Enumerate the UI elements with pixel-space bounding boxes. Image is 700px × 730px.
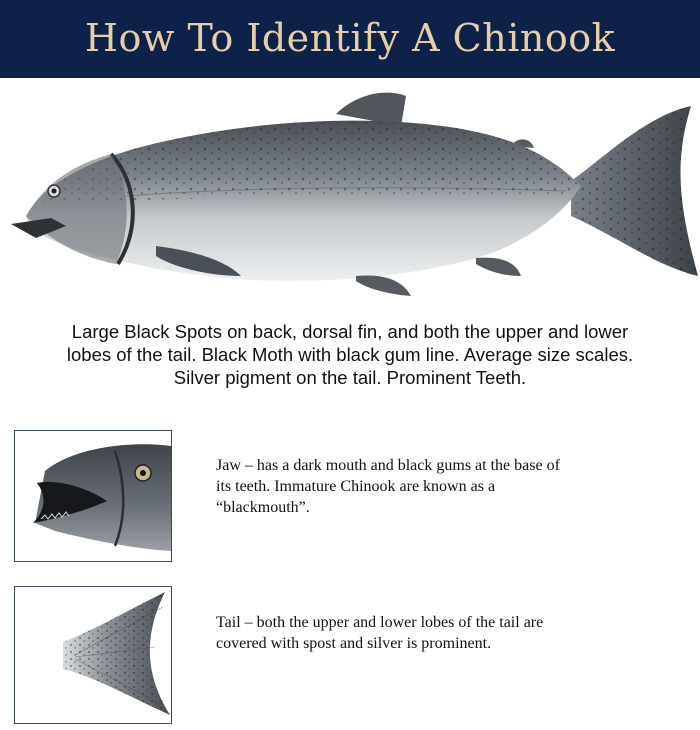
- description-line: Silver pigment on the tail. Prominent Teeth.: [173, 367, 527, 388]
- header-banner: [0, 0, 700, 78]
- jaw-image-box: [14, 430, 172, 562]
- tail-description: [216, 612, 676, 654]
- jaw-line: “blackmouth”.: [216, 499, 310, 516]
- jaw-description: [216, 455, 676, 518]
- jaw-line: Jaw – has a dark mouth and black gums at the base of: [216, 457, 560, 474]
- page-title: How To Identify A Chinook: [84, 16, 616, 60]
- salmon-tail-icon: [15, 587, 171, 723]
- tail-line: covered with spost and silver is prominent.: [216, 635, 492, 652]
- chinook-salmon-icon: [6, 86, 698, 308]
- description-line: Large Black Spots on back, dorsal fin, and both the upper and lower: [71, 321, 629, 342]
- description-paragraph: [20, 320, 680, 389]
- chinook-salmon-illustration: [6, 86, 698, 308]
- description-line: lobes of the tail. Black Moth with black gum line. Average size scales.: [66, 344, 634, 365]
- tail-line: Tail – both the upper and lower lobes of the tail are: [216, 614, 544, 631]
- jaw-line: its teeth. Immature Chinook are known as a: [216, 478, 496, 495]
- tail-image-box: [14, 586, 172, 724]
- salmon-jaw-icon: [15, 431, 171, 561]
